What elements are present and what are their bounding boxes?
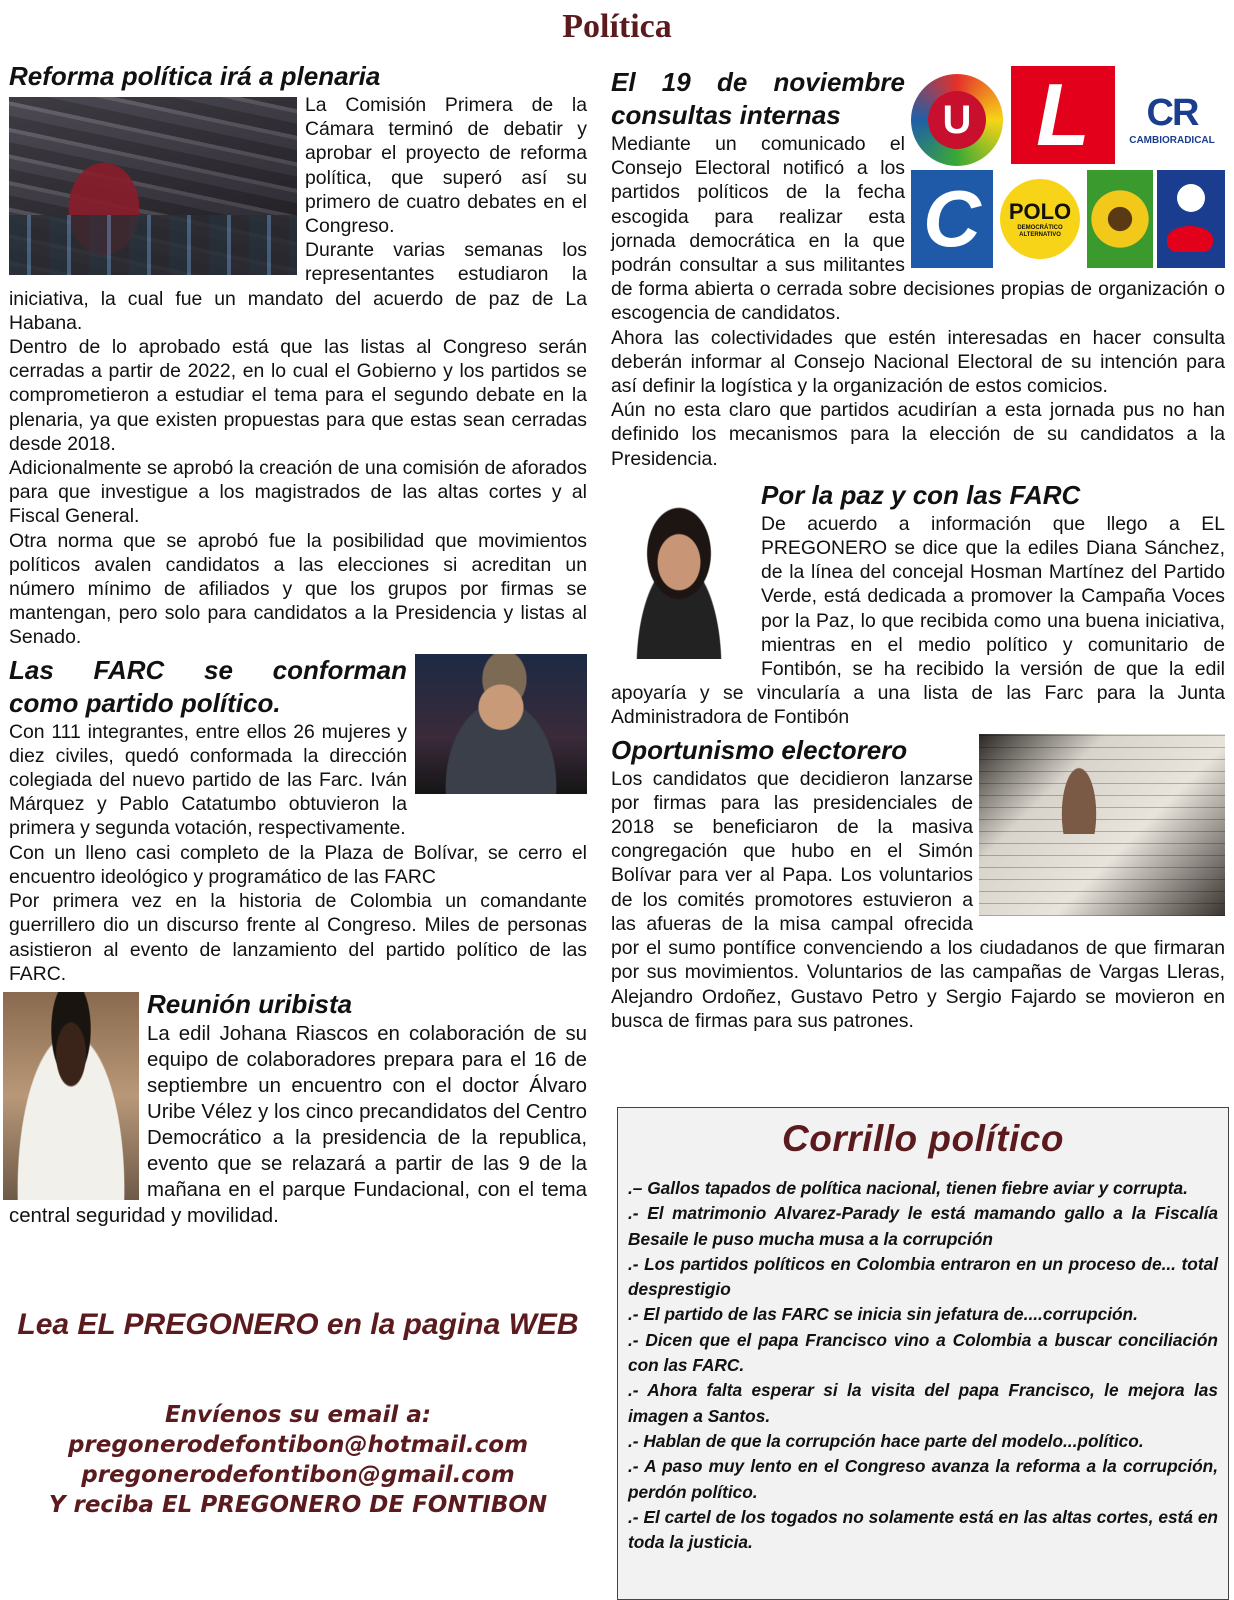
diana-sanchez-photo xyxy=(605,483,753,659)
article-headline: Por la paz y con las FARC xyxy=(761,479,1081,510)
article-headline: Reforma política irá a plenaria xyxy=(9,61,381,91)
corrillo-item: .- El cartel de los togados no solamente está en las altas cortes, está en toda la justicia. xyxy=(628,1506,1218,1553)
article-paragraph: Con 111 integrantes, entre ellos 26 mujeres y diez civiles, quedó conformada la dirección colegiada del nuevo partido de las Farc. Iván Márquez y Pablo Catatumbo obtuvieron la primera y segunda votación, respectivamente. xyxy=(9,720,407,840)
article-reforma-politica xyxy=(9,60,587,650)
article-headline: El 19 de noviembre xyxy=(611,67,905,97)
corrillo-politico-box xyxy=(617,1107,1229,1600)
article-headline: Oportunismo electorero xyxy=(611,734,908,765)
corrillo-title: Corrillo político xyxy=(782,1118,1064,1159)
polo-name: POLO xyxy=(1008,199,1072,224)
article-paragraph: Durante varias semanas los representantes estudiaron la iniciativa, la cual fue un mandato del acuerdo de paz de La Habana. xyxy=(9,239,587,334)
article-paragraph: Aún no esta claro que partidos acudirían a esta jornada pus no han definido los mecanismos para la elección de su candidatos a la Presidencia. xyxy=(611,399,1225,470)
corrillo-item: .- El partido de las FARC se inicia sin jefatura de....corrupción. xyxy=(628,1304,1138,1325)
article-paragraph: Otra norma que se aprobó fue la posibilidad que movimientos políticos avalen candidatos a las elecciones si acreditan un número mínimo de afiliados y que los grupos por firmas se mantengan, pero solo para candidatos a la Presidencia y listas al Senado. xyxy=(9,529,587,649)
corrillo-item: .- A paso muy lento en el Congreso avanza la reforma a la corrupción, perdón político. xyxy=(628,1456,1218,1502)
promo-web-banner: Lea EL PREGONERO en la pagina WEB xyxy=(17,1308,579,1341)
article-paragraph: Mediante un comunicado el Consejo Electoral notificó a los partidos políticos de la fecha escogida para realizar esta jornada democrática en la que podrán consultar a sus militantes de forma abierta o cerrada sobre decisiones propias de organización o escogencia de candidatos. xyxy=(611,133,1225,325)
section-title: Política xyxy=(562,8,672,45)
right-column xyxy=(611,66,1225,1033)
party-logos xyxy=(911,66,1225,270)
cambio-radical-mark: CR xyxy=(1146,92,1198,134)
article-paragraph: La edil Johana Riascos en colaboración de su equipo de colaboradores prepara para el 16 de septiembre un encuentro con el doctor Álvaro Uribe Vélez y los cinco precandidatos del Centro Democrático a la presidencia de la republica, evento que se relazará a partir de las 9 de la mañana en el parque Fundacional, con el tema central seguridad y movilidad. xyxy=(9,1022,587,1227)
article-paragraph: Adicionalmente se aprobó la creación de una comisión de aforados para que investigue a los magistrados de las altas cortes y al Fiscal General. xyxy=(9,457,587,528)
corrillo-item: .- Dicen que el papa Francisco vino a Colombia a buscar conciliación con las FARC. xyxy=(628,1329,1218,1376)
article-paragraph: La Comisión Primera de la Cámara terminó de debatir y aprobar el proyecto de reforma política, que superó así su primero de cuatro debates en el Congreso. xyxy=(305,94,587,238)
promo-email-intro: Envíenos su email a: xyxy=(164,1402,432,1428)
article-reunion-uribista xyxy=(9,988,587,1229)
corrillo-item: .- Los partidos políticos en Colombia entraron en un proceso de... total desprestigio xyxy=(628,1253,1218,1300)
article-headline: consultas internas xyxy=(611,100,841,130)
promo-outro: Y reciba EL PREGONERO DE FONTIBON xyxy=(48,1492,548,1518)
partido-u-logo: U xyxy=(911,74,1003,166)
article-headline: Reunión uribista xyxy=(147,988,353,1019)
article-headline: Las FARC se conforman xyxy=(9,654,407,685)
partido-conservador-logo: C xyxy=(911,170,993,268)
article-paragraph: Por primera vez en la historia de Colombia un comandante guerrillero dio un discurso frente al Congreso. Miles de personas asistieron al evento de lanzamiento del partido político de las FARC. xyxy=(9,890,587,985)
polo-subtitle: DEMOCRÁTICO ALTERNATIVO xyxy=(1017,225,1063,238)
corrillo-item: .- Ahora falta esperar si la visita del papa Francisco, le mejora las imagen a Santos. xyxy=(628,1380,1218,1426)
article-paragraph: Ahora las colectividades que estén interesadas en hacer consulta deberán informar al Consejo Nacional Electoral de su intención para así definir la logística y la organización de estos comicios. xyxy=(611,326,1225,398)
article-paragraph: Con un lleno casi completo de la Plaza de Bolívar, se cerro el encuentro ideológico y programático de las FARC xyxy=(9,841,587,888)
partido-verde-logo xyxy=(1087,170,1153,268)
farc-leader-photo xyxy=(415,654,587,794)
corrillo-item: .- El matrimonio Alvarez-Parady le está mamando gallo a la Fiscalía Besaile le puso mucha musa a la corrupción xyxy=(628,1203,1218,1249)
centro-democratico-logo xyxy=(1157,170,1225,268)
article-consultas-internas xyxy=(611,66,1225,471)
article-headline: como partido político. xyxy=(9,687,281,718)
article-paragraph: Los candidatos que decidieron lanzarse por firmas para las presidenciales de 2018 se beneficiaron de la masiva congregación que hubo en el Simón Bolívar para ver al Papa. Los voluntarios de los comités promotores estuvieron a las afueras de la misa campal ofrecida por el sumo pontífice convenciendo a los ciudadanos de que firmaran por sus movimientos. Voluntarios de las campañas de Vargas Lleras, Alejandro Ordoñez, Gustavo Petro y Sergio Fajardo se movieron en busca de firmas para sus patrones. xyxy=(611,767,1225,1032)
congress-photo xyxy=(9,97,297,275)
article-paragraph: Dentro de lo aprobado está que las listas al Congreso serán cerradas a partir de 2022, en lo cual el Gobierno y los partidos se comprometieron a estudiar el tema para el segundo debate en la plenaria, ya que existen propuestas para que estas sean cerradas desde 2018. xyxy=(9,336,587,455)
promo-email-block xyxy=(9,1400,587,1520)
article-paragraph: De acuerdo a información que llego a EL PREGONERO se dice que la ediles Diana Sánchez, de la línea del concejal Hosman Martínez del Partido Verde, está dedicada a promover la Campaña Voces por la Paz, lo que recibida como una buena iniciativa, mientras en el medio político y comunitario de Fontibón, se ha recibido la versión de que la edil apoyaría y se vincularía a una lista de las Farc para la Junta Administradora de Fontibón xyxy=(611,512,1225,729)
signing-form-photo xyxy=(979,734,1225,916)
article-farc-partido xyxy=(9,654,587,986)
cambio-radical-logo xyxy=(1119,82,1225,156)
cambio-radical-text: CAMBIORADICAL xyxy=(1129,135,1215,146)
left-column xyxy=(9,60,587,1229)
promo-email-hotmail: pregonerodefontibon@hotmail.com xyxy=(67,1432,529,1458)
corrillo-item: .- Hablan de que la corrupción hace parte del modelo...político. xyxy=(628,1430,1144,1451)
polo-democratico-logo xyxy=(997,170,1083,268)
corrillo-item: .– Gallos tapados de política nacional, tienen fiebre aviar y corrupta. xyxy=(628,1178,1188,1198)
article-oportunismo xyxy=(611,734,1225,1033)
partido-liberal-logo: L xyxy=(1011,66,1115,164)
promo-email-gmail: pregonerodefontibon@gmail.com xyxy=(81,1462,515,1488)
johana-riascos-photo xyxy=(3,992,139,1200)
corrillo-list xyxy=(628,1176,1218,1555)
article-paz-farc xyxy=(611,479,1225,730)
